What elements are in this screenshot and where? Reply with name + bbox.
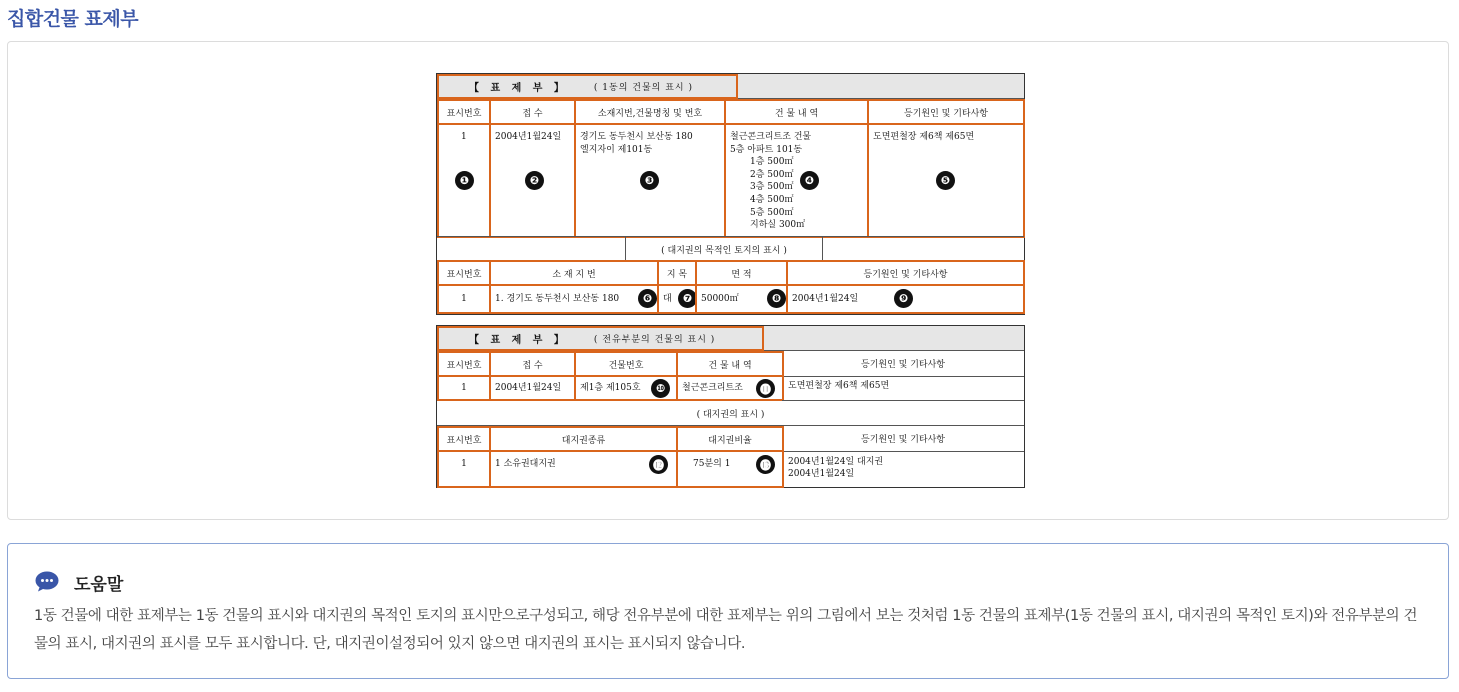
right-col-header-no: 표시번호 [437, 426, 491, 452]
unit-col-header-bldg-no: 건물번호 [574, 351, 678, 377]
unit-row-detail-cell [676, 375, 784, 401]
marker-2: ❷ [525, 171, 544, 190]
register1-header [437, 74, 1024, 99]
marker-13: ⓭ [756, 455, 775, 474]
right-col-header-kind: 대지권종류 [489, 426, 678, 452]
floor-line: 3층 500㎡ [750, 182, 794, 193]
marker-9: ❾ [894, 289, 913, 308]
right-row-kind-cell [489, 450, 678, 488]
help-title: 도움말 [74, 575, 124, 595]
register2-header [437, 326, 1024, 351]
land-title-row [437, 236, 1024, 262]
col-header-no: 표시번호 [437, 99, 491, 125]
row-building-line1: 철근콘크리트조 건물 [730, 132, 812, 142]
row-building-line2: 5층 아파트 101동 [730, 144, 803, 155]
land-col-header-cause: 등기원인 및 기타사항 [786, 260, 1025, 286]
row-address-line2: 엘지자이 제101동 [580, 145, 653, 155]
right-row-cause-line1: 2004년1월24일 대지권 [788, 457, 884, 467]
row-date: 2004년1월24일 [495, 132, 562, 142]
register1-header-box [437, 74, 738, 99]
unit-row-date: 2004년1월24일 [495, 383, 562, 393]
marker-8: ❽ [767, 289, 786, 308]
unit-col-header-cause: 등기원인 및 기타사항 [782, 351, 1024, 377]
marker-6: ❻ [638, 289, 657, 308]
unit-row-detail: 철근콘크리트조 [682, 383, 743, 393]
row-cause: 도면편철장 제6책 제65면 [873, 132, 975, 142]
chat-bubble-icon [35, 571, 59, 592]
col-header-address: 소재지번,건물명칭 및 번호 [574, 99, 726, 125]
marker-4: ❹ [800, 171, 819, 190]
register1-header-sub: ( 1동의 건물의 표시 ) [593, 83, 693, 93]
right-row-ratio: 75분의 1 [693, 459, 731, 469]
marker-11: ⓫ [756, 379, 775, 398]
col-header-date: 접 수 [489, 99, 576, 125]
register-unit-title-section [436, 325, 1025, 488]
col-header-cause: 등기원인 및 기타사항 [867, 99, 1025, 125]
row-address-line1: 경기도 동두천시 보산동 180 [580, 132, 693, 142]
land-row-area-cell [695, 284, 788, 314]
col-header-building: 건 물 내 역 [724, 99, 869, 125]
land-row-area: 50000㎡ [701, 294, 739, 304]
marker-5: ❺ [936, 171, 955, 190]
register1-header-main: 【 표 제 부 】 [469, 83, 568, 94]
row-no-cell [437, 123, 491, 238]
unit-row-bldg-no: 제1층 제105호 [580, 383, 641, 393]
register2-header-main: 【 표 제 부 】 [469, 335, 568, 346]
land-right-title: ( 대지권의 표시 ) [437, 401, 1024, 426]
marker-10: ❿ [651, 379, 670, 398]
land-row-no: 1 [437, 284, 491, 314]
row-cause-cell [867, 123, 1025, 238]
land-row-category: 대 [663, 294, 672, 304]
page-title: 집합건물 표제부 [7, 8, 139, 30]
row-no: 1 [461, 132, 467, 142]
register-building-title-section [436, 73, 1025, 315]
right-row-cause-line2: 2004년1월24일 [788, 469, 855, 479]
unit-col-header-date: 접 수 [489, 351, 576, 377]
right-row-no: 1 [437, 450, 491, 488]
land-row-address: 1. 경기도 동두천시 보산동 180 [495, 294, 620, 304]
land-row-address-cell [489, 284, 659, 314]
unit-row-cause: 도면편철장 제6책 제65면 [788, 381, 890, 391]
land-col-header-area: 면 적 [695, 260, 788, 286]
land-row-cause: 2004년1월24일 [792, 294, 859, 304]
land-col-header-address: 소 재 지 번 [489, 260, 659, 286]
unit-row-bldg-no-cell [574, 375, 678, 401]
row-building-cell [724, 123, 869, 238]
right-row-kind: 1 소유권대지권 [495, 459, 556, 469]
right-row-ratio-cell [676, 450, 784, 488]
row-date-cell [489, 123, 576, 238]
unit-row-cause-cell [782, 375, 1024, 401]
help-body: 1동 건물에 대한 표제부는 1동 건물의 표시와 대지권의 목적인 토지의 표시만으로구성되고, 해당 전유부분에 대한 표제부는 위의 그림에서 보는 것처럼 1동 건물의 표제부(1동 건물의 표시, 대지권의 목적인 토지)와 전유부분의 건물의 표시, 대지권의 표시를 모두 표시합니다. 단, 대지권이설정되어 있지 않으면 대지권의 표시는 표시되지 않습니다. [34, 608, 1418, 652]
marker-3: ❸ [640, 171, 659, 190]
marker-7: ❼ [678, 289, 697, 308]
land-title: ( 대지권의 목적인 토지의 표시 ) [625, 237, 823, 261]
right-col-header-ratio: 대지권비율 [676, 426, 784, 452]
unit-row-no: 1 [437, 375, 491, 401]
marker-1: ❶ [455, 171, 474, 190]
marker-12: ⓬ [649, 455, 668, 474]
unit-col-header-no: 표시번호 [437, 351, 491, 377]
register-figure-panel [7, 41, 1449, 520]
land-row-cause-cell [786, 284, 1025, 314]
row-address-cell [574, 123, 726, 238]
land-row-category-cell [657, 284, 697, 314]
land-col-header-category: 지 목 [657, 260, 697, 286]
floor-line: 1층 500㎡ [750, 157, 794, 168]
unit-col-header-detail: 건 물 내 역 [676, 351, 784, 377]
floor-line: 지하실 300㎡ [750, 220, 806, 231]
right-row-cause-cell [782, 450, 1024, 488]
right-col-header-cause: 등기원인 및 기타사항 [782, 426, 1024, 452]
register2-header-box [437, 326, 764, 351]
floor-line: 5층 500㎡ [750, 207, 794, 218]
unit-row-date-cell [489, 375, 576, 401]
floor-line: 4층 500㎡ [750, 195, 794, 205]
land-col-header-no: 표시번호 [437, 260, 491, 286]
register2-header-sub: ( 전유부분의 건물의 표시 ) [593, 335, 716, 345]
floor-line: 2층 500㎡ [750, 169, 794, 180]
help-panel [7, 543, 1449, 679]
